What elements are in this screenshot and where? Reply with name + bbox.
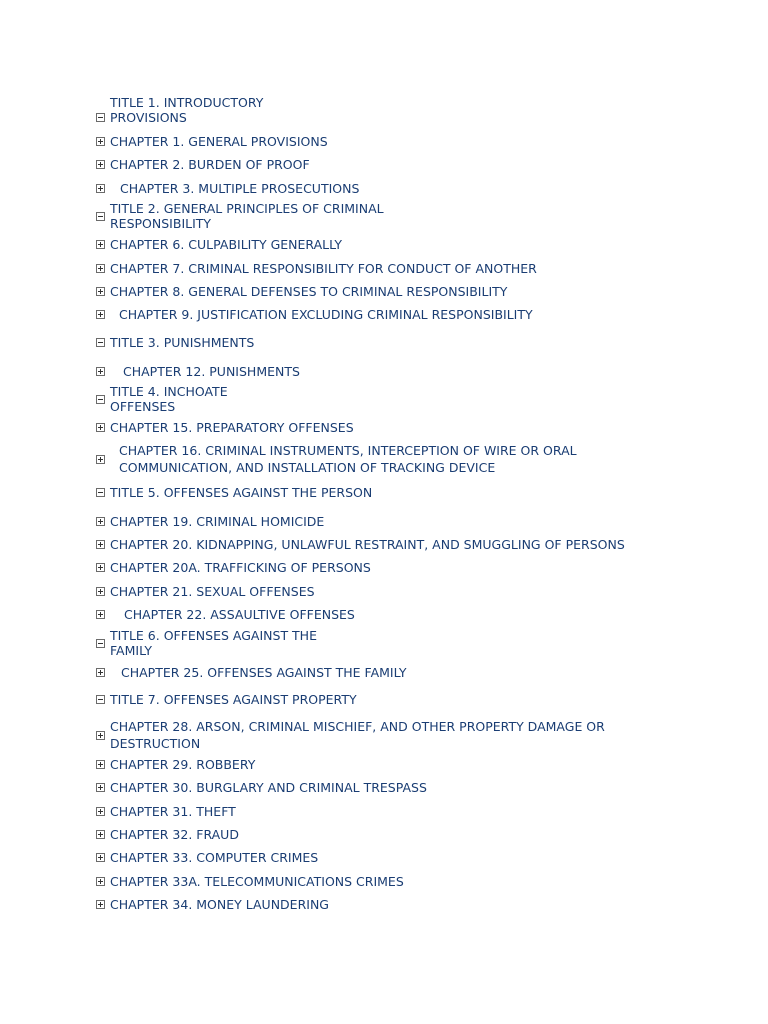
expand-icon[interactable]	[96, 783, 105, 792]
toc-chapter-label[interactable]: CHAPTER 12. PUNISHMENTS	[123, 364, 300, 379]
toc-chapter-row[interactable]	[96, 420, 354, 435]
expand-icon[interactable]	[96, 610, 105, 619]
toc-title-label[interactable]: TITLE 3. PUNISHMENTS	[110, 335, 255, 350]
toc-chapter-row[interactable]	[96, 827, 239, 842]
toc-chapter-label[interactable]: CHAPTER 9. JUSTIFICATION EXCLUDING CRIMINAL RESPONSIBILITY	[119, 307, 533, 322]
toc-chapter-label[interactable]: CHAPTER 22. ASSAULTIVE OFFENSES	[124, 607, 355, 622]
toc-chapter-label[interactable]: CHAPTER 33. COMPUTER CRIMES	[110, 850, 319, 865]
toc-chapter-label[interactable]: CHAPTER 2. BURDEN OF PROOF	[110, 157, 310, 172]
toc-chapter-label[interactable]: CHAPTER 3. MULTIPLE PROSECUTIONS	[120, 181, 360, 196]
toc-title-label[interactable]: TITLE 2. GENERAL PRINCIPLES OF CRIMINAL RESPONSIBILITY	[110, 201, 384, 231]
toc-chapter-row[interactable]	[96, 442, 577, 476]
collapse-icon[interactable]	[96, 639, 105, 648]
toc-title-label[interactable]: TITLE 1. INTRODUCTORY PROVISIONS	[110, 95, 264, 125]
toc-chapter-label[interactable]: CHAPTER 25. OFFENSES AGAINST THE FAMILY	[121, 665, 407, 680]
toc-chapter-label[interactable]: CHAPTER 29. ROBBERY	[110, 757, 256, 772]
toc-title-label[interactable]: TITLE 5. OFFENSES AGAINST THE PERSON	[110, 485, 373, 500]
toc-title-row[interactable]	[96, 95, 263, 125]
expand-icon[interactable]	[96, 423, 105, 432]
toc-chapter-label[interactable]: CHAPTER 34. MONEY LAUNDERING	[110, 897, 329, 912]
toc-chapter-row[interactable]	[96, 237, 342, 252]
toc-chapter-row[interactable]	[96, 307, 533, 322]
toc-chapter-label[interactable]: CHAPTER 20. KIDNAPPING, UNLAWFUL RESTRAINT, AND SMUGGLING OF PERSONS	[110, 537, 625, 552]
expand-icon[interactable]	[96, 830, 105, 839]
collapse-icon[interactable]	[96, 395, 105, 404]
toc-chapter-label[interactable]: CHAPTER 21. SEXUAL OFFENSES	[110, 584, 315, 599]
expand-icon[interactable]	[96, 137, 105, 146]
toc-chapter-label[interactable]: CHAPTER 32. FRAUD	[110, 827, 239, 842]
toc-title-row[interactable]	[96, 692, 357, 707]
toc-chapter-label[interactable]: CHAPTER 31. THEFT	[110, 804, 236, 819]
expand-icon[interactable]	[96, 540, 105, 549]
collapse-icon[interactable]	[96, 212, 105, 221]
toc-chapter-row[interactable]	[96, 780, 427, 795]
expand-icon[interactable]	[96, 807, 105, 816]
toc-chapter-row[interactable]	[96, 364, 300, 379]
toc-chapter-row[interactable]	[96, 850, 318, 865]
expand-icon[interactable]	[96, 240, 105, 249]
toc-chapter-row[interactable]	[96, 284, 507, 299]
expand-icon[interactable]	[96, 367, 105, 376]
toc-title-label[interactable]: TITLE 7. OFFENSES AGAINST PROPERTY	[110, 692, 357, 707]
toc-chapter-row[interactable]	[96, 514, 324, 529]
toc-title-row[interactable]	[96, 628, 317, 658]
expand-icon[interactable]	[96, 455, 105, 464]
toc-chapter-row[interactable]	[96, 718, 605, 752]
toc-chapter-row[interactable]	[96, 181, 359, 196]
expand-icon[interactable]	[96, 517, 105, 526]
toc-chapter-row[interactable]	[96, 665, 407, 680]
collapse-icon[interactable]	[96, 695, 105, 704]
expand-icon[interactable]	[96, 668, 105, 677]
toc-chapter-label[interactable]: CHAPTER 19. CRIMINAL HOMICIDE	[110, 514, 325, 529]
expand-icon[interactable]	[96, 184, 105, 193]
expand-icon[interactable]	[96, 160, 105, 169]
toc-chapter-label[interactable]: CHAPTER 6. CULPABILITY GENERALLY	[110, 237, 343, 252]
toc-title-row[interactable]	[96, 335, 254, 350]
expand-icon[interactable]	[96, 853, 105, 862]
toc-chapter-label[interactable]: CHAPTER 16. CRIMINAL INSTRUMENTS, INTERCEPTION OF WIRE OR ORAL COMMUNICATION, AND INSTALLATION OF TRACKING DEVICE	[119, 443, 577, 475]
toc-title-label[interactable]: TITLE 4. INCHOATE OFFENSES	[110, 384, 228, 414]
toc-chapter-row[interactable]	[96, 607, 355, 622]
toc-chapter-label[interactable]: CHAPTER 28. ARSON, CRIMINAL MISCHIEF, AND OTHER PROPERTY DAMAGE OR DESTRUCTION	[110, 719, 605, 751]
expand-icon[interactable]	[96, 310, 105, 319]
toc-title-row[interactable]	[96, 384, 228, 414]
toc-chapter-row[interactable]	[96, 897, 329, 912]
expand-icon[interactable]	[96, 587, 105, 596]
expand-icon[interactable]	[96, 563, 105, 572]
toc-title-row[interactable]	[96, 485, 372, 500]
toc-chapter-row[interactable]	[96, 537, 625, 552]
expand-icon[interactable]	[96, 287, 105, 296]
toc-chapter-row[interactable]	[96, 560, 371, 575]
toc-chapter-label[interactable]: CHAPTER 15. PREPARATORY OFFENSES	[110, 420, 354, 435]
expand-icon[interactable]	[96, 731, 105, 740]
toc-chapter-row[interactable]	[96, 757, 255, 772]
expand-icon[interactable]	[96, 900, 105, 909]
toc-chapter-label[interactable]: CHAPTER 20A. TRAFFICKING OF PERSONS	[110, 560, 371, 575]
toc-chapter-row[interactable]	[96, 804, 236, 819]
toc-chapter-label[interactable]: CHAPTER 7. CRIMINAL RESPONSIBILITY FOR CONDUCT OF ANOTHER	[110, 261, 537, 276]
toc-chapter-label[interactable]: CHAPTER 8. GENERAL DEFENSES TO CRIMINAL RESPONSIBILITY	[110, 284, 508, 299]
expand-icon[interactable]	[96, 264, 105, 273]
toc-chapter-label[interactable]: CHAPTER 1. GENERAL PROVISIONS	[110, 134, 328, 149]
toc-chapter-label[interactable]: CHAPTER 30. BURGLARY AND CRIMINAL TRESPASS	[110, 780, 427, 795]
toc-title-row[interactable]	[96, 201, 384, 231]
collapse-icon[interactable]	[96, 113, 105, 122]
toc-chapter-row[interactable]	[96, 584, 315, 599]
toc-chapter-row[interactable]	[96, 134, 328, 149]
expand-icon[interactable]	[96, 877, 105, 886]
toc-title-label[interactable]: TITLE 6. OFFENSES AGAINST THE FAMILY	[110, 628, 317, 658]
toc-chapter-row[interactable]	[96, 157, 310, 172]
collapse-icon[interactable]	[96, 338, 105, 347]
toc-chapter-row[interactable]	[96, 261, 537, 276]
expand-icon[interactable]	[96, 760, 105, 769]
toc-chapter-row[interactable]	[96, 874, 404, 889]
toc-chapter-label[interactable]: CHAPTER 33A. TELECOMMUNICATIONS CRIMES	[110, 874, 404, 889]
collapse-icon[interactable]	[96, 488, 105, 497]
